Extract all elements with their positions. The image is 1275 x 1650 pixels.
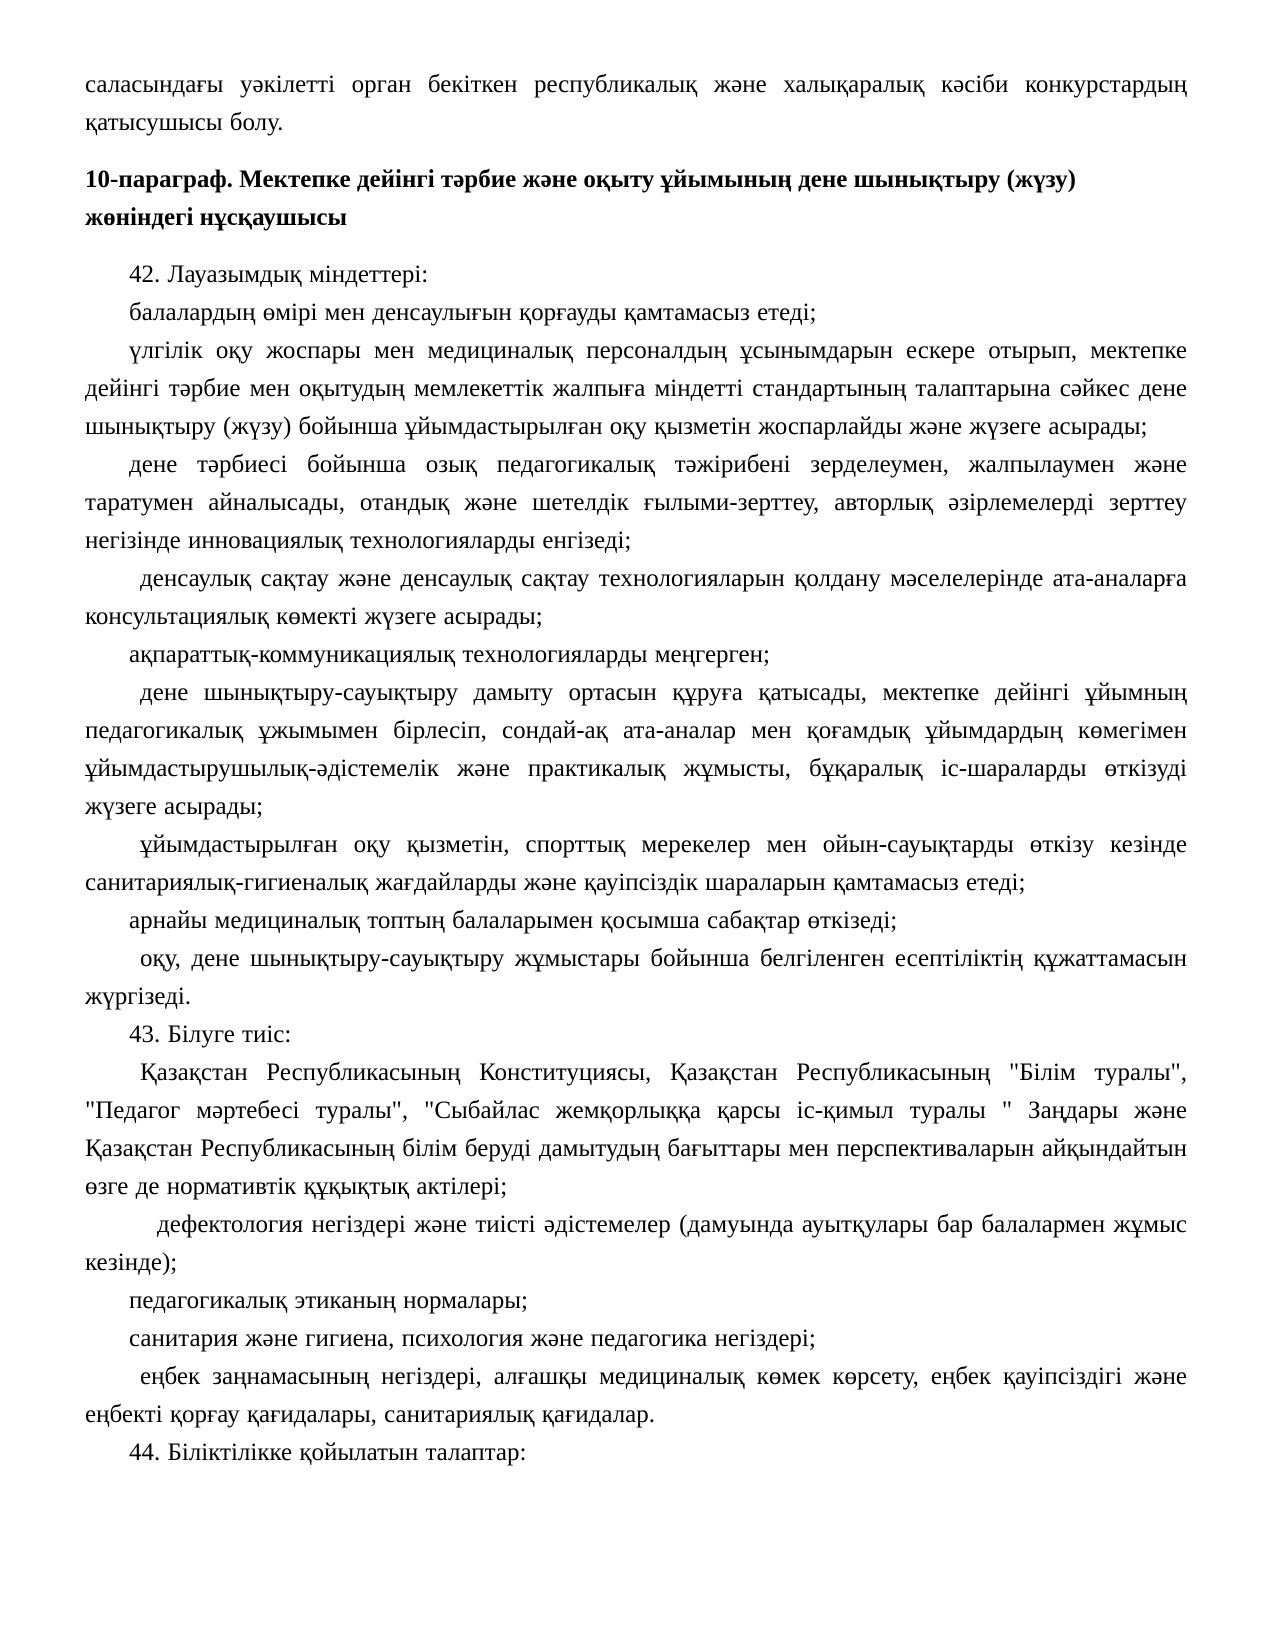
body-paragraph: дене тәрбиесі бойынша озық педагогикалық тәжірибені зерделеумен, жалпылаумен және таратумен айналысады, отандық және шетелдік ғылыми-зерттеу, авторлық әзірлемелерді зерттеу негізінде инновациялық технологияларды енгізеді; [85,451,1187,554]
body-paragraph: еңбек заңнамасының негіздері, алғашқы медициналық көмек көрсету, еңбек қауіпсіздігі және еңбекті қорғау қағидалары, санитариялық қағидалар. [85,1363,1187,1428]
body-paragraph: денсаулық сақтау және денсаулық сақтау технологияларын қолдану мәселелерінде ата-аналарға консультациялық көмекті жүзеге асырады; [85,565,1187,630]
section-heading: 10-параграф. Мектепке дейінгі тәрбие және оқыту ұйымының дене шынықтыру (жүзу) жөніндегі нұсқаушысы [85,166,1076,231]
body-paragraph: 42. Лауазымдық міндеттері: [129,261,429,288]
body-paragraph: ұйымдастырылған оқу қызметін, спорттық мерекелер мен ойын-сауықтарды өткізу кезінде санитариялық-гигиеналық жағдайларды және қауіпсіздік шараларын қамтамасыз етеді; [85,831,1187,896]
body-paragraph: педагогикалық этиканың нормалары; [129,1287,528,1314]
body-paragraph: арнайы медициналық топтың балаларымен қосымша сабақтар өткізеді; [129,907,898,934]
body-paragraph: ақпараттық-коммуникациялық технологияларды меңгерген; [129,641,770,668]
body-paragraph: үлгілік оқу жоспары мен медициналық персоналдың ұсынымдарын ескере отырып, мектепке дейінгі тәрбие мен оқытудың мемлекеттік жалпыға міндетті стандартының талаптарына сәйкес дене шынықтыру (жүзу) бойынша ұйымдастырылған оқу қызметін жоспарлайды және жүзеге асырады; [85,337,1187,440]
body-paragraph: 44. Біліктілікке қойылатын талаптар: [129,1439,527,1466]
body-paragraph: дене шынықтыру-сауықтыру дамыту ортасын құруға қатысады, мектепке дейінгі ұйымның педагогикалық ұжымымен бірлесіп, сондай-ақ ата-аналар мен қоғамдық ұйымдардың көмегімен ұйымдастырушылық-әдістемелік және практикалық жұмысты, бұқаралық іс-шараларды өткізуді жүзеге асырады; [85,679,1187,820]
intro-paragraph: саласындағы уәкілетті орган бекіткен республикалық және халықаралық кәсіби конкурстардың қатысушысы болу. [85,71,1187,136]
body-paragraph: Қазақстан Республикасының Конституциясы, Қазақстан Республикасының "Білім туралы", "Педагог мәртебесі туралы", "Сыбайлас жемқорлыққа қарсы іс-қимыл туралы " Заңдары және Қазақстан Республикасының білім беруді дамытудың бағыттары мен перспективаларын айқындайтын өзге де нормативтік құқықтық актілері; [85,1059,1187,1200]
body-paragraph: оқу, дене шынықтыру-сауықтыру жұмыстары бойынша белгіленген есептіліктің құжаттамасын жүргізеді. [85,945,1187,1010]
body-paragraph: дефектология негіздері және тиісті әдістемелер (дамуында ауытқулары бар балалармен жұмыс кезінде); [85,1211,1187,1276]
body-paragraph: санитария және гигиена, психология және педагогика негіздері; [129,1325,816,1352]
body-paragraph: 43. Білуге тиіс: [129,1021,292,1048]
body-paragraph: балалардың өмірі мен денсаулығын қорғауды қамтамасыз етеді; [129,299,817,326]
